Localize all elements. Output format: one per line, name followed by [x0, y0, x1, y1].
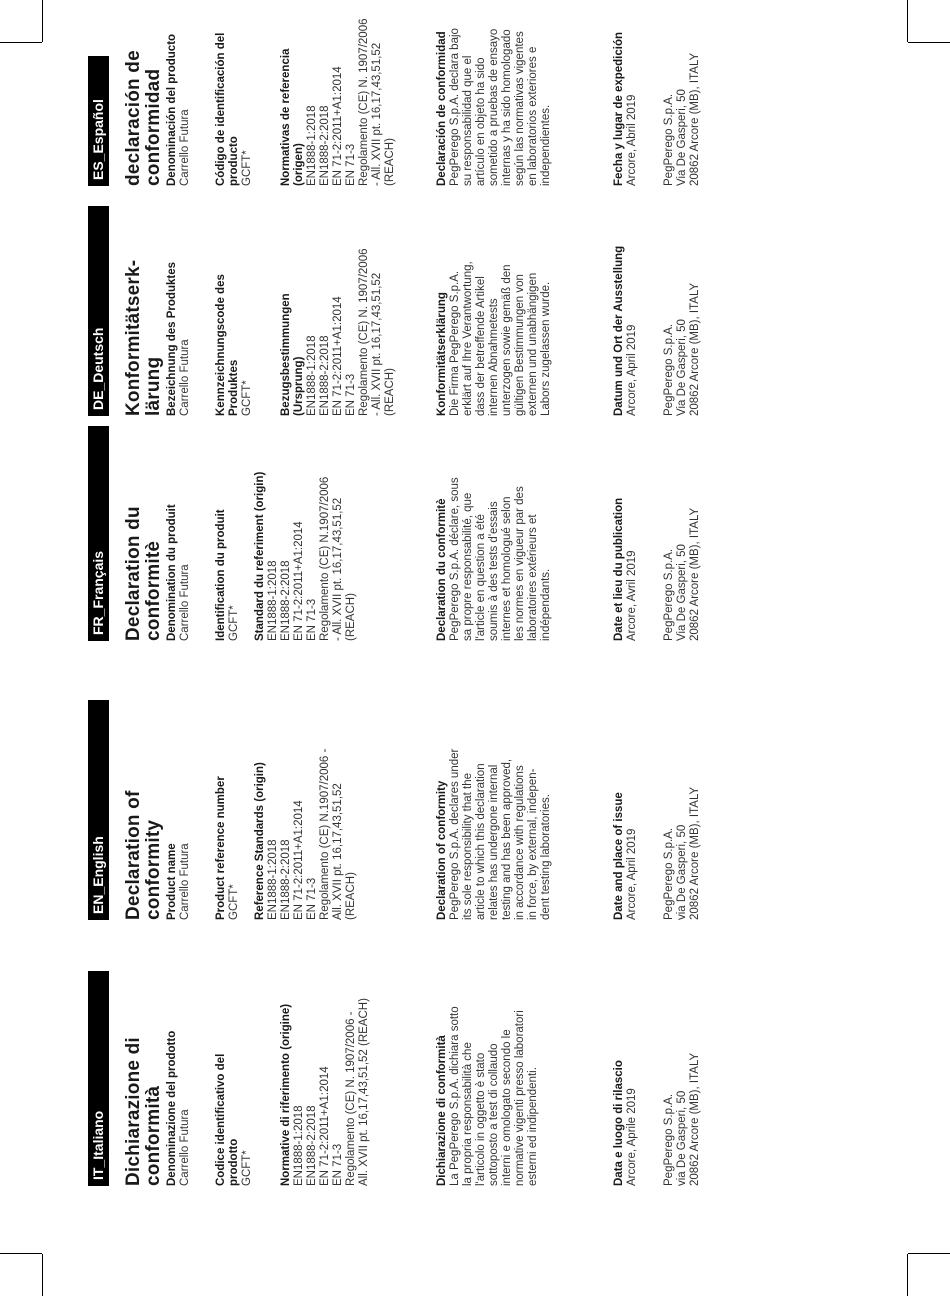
product-name-block — [166, 262, 192, 416]
declaration-label: Declaration du conformitè — [436, 498, 448, 641]
declaration-block — [436, 1006, 540, 1186]
reference-block — [215, 509, 241, 641]
product-name-value: Carrello Futura — [179, 843, 191, 920]
section-title: declaración de conformidad — [123, 50, 164, 186]
standards-list: EN1888-1:2018 EN1888-2:2018 EN 71-2:2011+A1:2014 EN 71-3 Regolamento (CE) N. 1907/2006 - All. XVII pt. 16,17,43,51,52 (REACH) — [306, 248, 396, 416]
declaration-block — [436, 28, 553, 186]
section-title: Declaration du conformitè — [123, 506, 164, 641]
reference-value: GCFT* — [228, 884, 240, 920]
company-address: PegPerego S.p.A. Via De Gasperi, 50 20862 Arcore (MB), ITALY — [663, 507, 701, 641]
section-title: Declaration of conformity — [123, 790, 164, 920]
product-name-value: Carrello Futura — [179, 339, 191, 416]
declaration-text: PegPerego S.p.A. declara bajo su responsabilidad que el artículo en objeto ha sido sometido a pruebas de ensayo internas y ha sido homologado según las normativas vigentes en laboratorios exteriores e independientes. — [449, 28, 552, 186]
section-title: Dichiarazione di conformità — [123, 1037, 164, 1186]
reference-block — [215, 776, 241, 920]
date-value: Arcore, Avril 2019 — [626, 550, 638, 641]
product-name-block — [166, 843, 192, 920]
product-name-block — [166, 504, 192, 641]
declaration-text: La PegPerego S.p.A. dichiara sotto la propria responsabilità che l'articolo in oggetto è stato sottoposto a test di collaudo interni e omologato secondo le normative vigenti presso laboratori esterni ed indipendenti. — [449, 1006, 539, 1186]
date-value: Arcore, Aprile 2019 — [626, 1088, 638, 1186]
standards-label: Reference Standards (origin) — [254, 762, 266, 920]
product-name-block — [166, 1031, 192, 1186]
company-address: PegPerego S.p.A. via De Gasperi, 50 20862 Arcore (MB), ITALY — [663, 1052, 701, 1186]
date-label: Date et lieu du publication — [613, 497, 625, 641]
date-label: Date and place of issue — [613, 792, 625, 920]
standards-label: Standard du referiment (origin) — [254, 471, 266, 641]
reference-block — [215, 274, 254, 416]
declaration-text: PegPerego S.p.A. déclare, sous sa propre responsabilité, que l'article en question a été soumis à des tests d'essais internes et homologué selon les normes en vigueur par des laboratoires extérieurs et indépendants. — [449, 477, 552, 641]
reference-block — [215, 1054, 254, 1186]
date-block — [613, 792, 639, 920]
reference-value: GCFT* — [241, 380, 253, 416]
standards-list: EN1888-1:2018 EN1888-2:2018 EN 71-2:2011+A1:2014 EN 71-3 Regolamento (CE) N. 1907/2006 - All. XVII pt. 16,17,43,51,52 (REACH) — [306, 18, 396, 186]
language-bar: ES_Español — [88, 56, 109, 186]
declaration-text: Die Firma PegPerego S.p.A. erklärt auf Ihre Verantwortung, dass der betreffende Artikel internen Abnahmetests unterzogen sowie gemäß den gültigen Bestimmungen von externen und unabhängigen Labors zugelassen wurde. — [449, 261, 552, 416]
date-block — [613, 32, 639, 186]
date-value: Arcore, April 2019 — [626, 828, 638, 920]
reference-value: GCFT* — [228, 605, 240, 641]
declaration-label: Declaración de conformidad — [436, 31, 448, 186]
product-name-value: Carrello Futura — [179, 109, 191, 186]
product-name-block — [166, 34, 192, 186]
product-name-label: Denominazione del prodotto — [166, 1030, 178, 1186]
product-name-label: Product name — [166, 843, 178, 920]
declaration-block — [436, 477, 553, 641]
standards-block — [254, 472, 358, 641]
date-block — [613, 246, 639, 416]
product-name-value: Carrello Futura — [179, 564, 191, 641]
reference-label: Product reference number — [215, 776, 227, 920]
product-name-label: Bezeichnung des Produktes — [166, 261, 178, 416]
reference-label: Codice identificativo del prodotto — [215, 1053, 240, 1186]
standards-block — [280, 249, 397, 417]
reference-value: GCFT* — [241, 1150, 253, 1186]
date-label: Fecha y lugar de expedición — [613, 31, 625, 186]
declaration-label: Dichiarazione di conformità — [436, 1035, 448, 1186]
standards-list: EN1888-1:2018 EN1888-2:2018 EN 71-2:2011+A1:2014 EN 71-3 Regolamento (CE) N.1907/2006 - All. XVII pt. 16,17,43,51,52 (REACH) — [267, 748, 357, 920]
standards-label: Bezugsbestimmungen (Ursprung) — [280, 293, 305, 416]
date-value: Arcore, Abril 2019 — [626, 94, 638, 186]
date-block — [613, 1060, 639, 1186]
date-label: Data e luogo di rilascio — [613, 1060, 625, 1186]
date-value: Arcore, April 2019 — [626, 324, 638, 416]
date-block — [613, 498, 639, 641]
language-bar: FR_Français — [88, 426, 109, 641]
product-name-label: Denominación del producto — [166, 33, 178, 186]
standards-block — [254, 749, 358, 920]
declaration-label: Konformitätserklärung — [436, 292, 448, 416]
language-bar: DE_Deutsch — [88, 206, 109, 416]
company-address: PegPerego S.p.A. Via De Gasperi, 50 20862 Arcore (MB), ITALY — [663, 282, 701, 416]
standards-list: EN1888-1:2018 EN1888-2:2018 EN 71-2:2011+A1:2014 EN 71-3 Regolamento (CE) N. 1907/2006 - All. XVII pt. 16,17,43,51,52 (REACH) — [293, 998, 370, 1186]
date-label: Datum und Ort der Ausstellung — [613, 245, 625, 416]
standards-list: EN1888-1:2018 EN1888-2:2018 EN 71-2:2011+A1:2014 EN 71-3 Regolamento (CE) N.1907/2006 - All. XVII pt. 16,17,43,51,52 (REACH) — [267, 476, 357, 641]
standards-block — [280, 998, 371, 1186]
declaration-label: Declaration of conformity — [436, 780, 448, 920]
product-name-label: Denomination du produit — [166, 504, 178, 641]
company-address: PegPerego S.p.A. Via De Gasperi, 50 20862 Arcore (MB), ITALY — [663, 52, 701, 186]
standards-label: Normativas de referencia (origen) — [280, 48, 305, 186]
standards-block — [280, 19, 397, 187]
section-title: Konformitätserk- lärung — [123, 259, 164, 416]
reference-block — [215, 33, 254, 186]
declaration-text: PegPerego S.p.A. declares under its sole responsibility that the article to which this declaration relates has undergone internal testing and has been approved, in accordance with regulations in force, by external, indepen- dent testing laboratories. — [449, 748, 552, 920]
language-bar: IT_Italiano — [88, 971, 109, 1186]
declaration-block — [436, 749, 553, 920]
reference-label: Código de identificación del producto — [215, 32, 240, 186]
company-address: PegPerego S.p.A. via De Gasperi, 50 20862 Arcore (MB), ITALY — [663, 786, 701, 920]
standards-label: Normative di riferimento (origine) — [280, 1003, 292, 1186]
product-name-value: Carrello Futura — [179, 1109, 191, 1186]
reference-label: Identification du produit — [215, 509, 227, 641]
reference-value: GCFT* — [241, 150, 253, 186]
language-bar: EN_English — [88, 700, 109, 920]
reference-label: Kennzeichnungscode des Produktes — [215, 274, 240, 416]
declaration-block — [436, 261, 553, 416]
